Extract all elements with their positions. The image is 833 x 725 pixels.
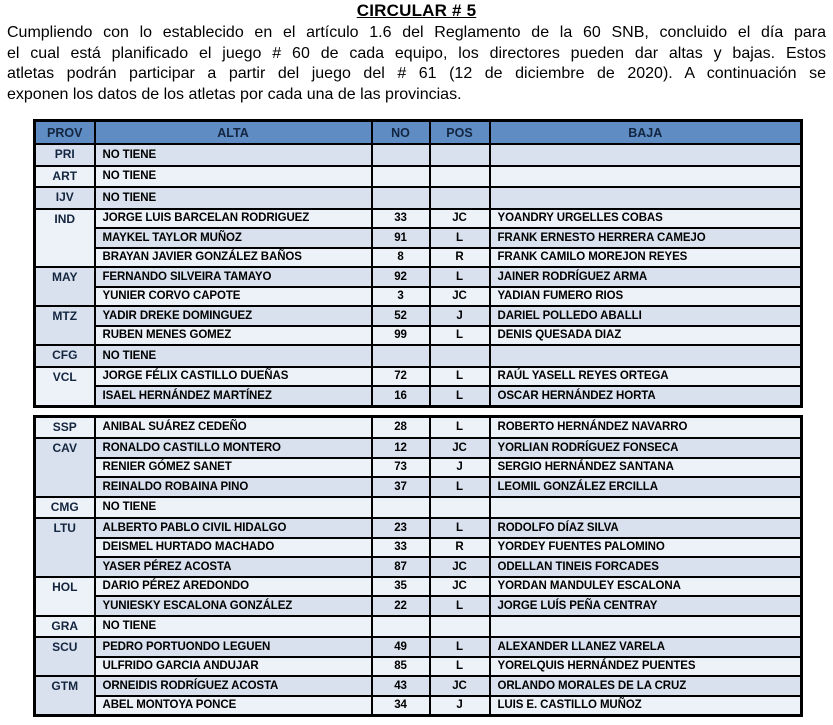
table-row	[35, 209, 802, 229]
baja-cell: DARIEL POLLEDO ABALLI	[490, 306, 802, 326]
baja-cell	[490, 166, 802, 188]
table-row	[35, 696, 802, 716]
table-row	[35, 616, 802, 638]
pos-cell: L	[430, 518, 490, 538]
no-cell: 73	[372, 458, 430, 478]
no-cell: 23	[372, 518, 430, 538]
no-cell: 28	[372, 416, 430, 438]
roster-table-block-2	[33, 415, 803, 718]
baja-cell	[490, 187, 802, 209]
alta-cell: BRAYAN JAVIER GONZÁLEZ BAÑOS	[95, 248, 372, 268]
alta-cell: RUBEN MENES GOMEZ	[95, 326, 372, 346]
no-cell	[372, 166, 430, 188]
prov-cell-hol: HOL	[35, 577, 95, 616]
table-row	[35, 416, 802, 438]
baja-cell: OSCAR HERNÁNDEZ HORTA	[490, 386, 802, 406]
pos-cell: L	[430, 596, 490, 616]
intro-line: exponen los datos de los atletas por cada una de las provincias.	[7, 85, 462, 103]
baja-cell: JORGE LUÍS PEÑA CENTRAY	[490, 596, 802, 616]
prov-cell-cfg: CFG	[35, 345, 95, 367]
pos-cell: J	[430, 306, 490, 326]
pos-cell: L	[430, 367, 490, 387]
page-title: CIRCULAR # 5	[356, 1, 477, 20]
table-row	[35, 538, 802, 558]
prov-cell-gtm: GTM	[35, 676, 95, 716]
prov-cell-art: ART	[35, 166, 95, 188]
alta-cell: ORNEIDIS RODRÍGUEZ ACOSTA	[95, 676, 372, 696]
pos-cell: JC	[430, 676, 490, 696]
prov-cell-cmg: CMG	[35, 497, 95, 519]
prov-cell-ssp: SSP	[35, 416, 95, 438]
pos-cell	[430, 166, 490, 188]
pos-cell	[430, 345, 490, 367]
pos-cell: L	[430, 657, 490, 677]
no-cell: 8	[372, 248, 430, 268]
alta-cell: NO TIENE	[95, 187, 372, 209]
no-cell: 35	[372, 577, 430, 597]
alta-cell: JORGE LUIS BARCELAN RODRIGUEZ	[95, 209, 372, 229]
no-cell	[372, 345, 430, 367]
no-cell	[372, 616, 430, 638]
pos-cell: L	[430, 326, 490, 346]
table-row	[35, 306, 802, 326]
pos-cell: JC	[430, 209, 490, 229]
baja-cell: YOANDRY URGELLES COBAS	[490, 209, 802, 229]
alta-cell: NO TIENE	[95, 345, 372, 367]
no-cell: 72	[372, 367, 430, 387]
no-cell: 3	[372, 287, 430, 307]
no-cell: 37	[372, 477, 430, 497]
baja-cell	[490, 616, 802, 638]
prov-cell-ltu: LTU	[35, 518, 95, 577]
header-cell-prov: PROV	[35, 121, 95, 145]
header-cell-no: NO	[372, 121, 430, 145]
table-area	[33, 119, 826, 717]
baja-cell: YORDAN MANDULEY ESCALONA	[490, 577, 802, 597]
pos-cell: JC	[430, 287, 490, 307]
baja-cell: LUIS E. CASTILLO MUÑOZ	[490, 696, 802, 716]
alta-cell: YUNIESKY ESCALONA GONZÁLEZ	[95, 596, 372, 616]
pos-cell	[430, 497, 490, 519]
prov-cell-may: MAY	[35, 267, 95, 306]
no-cell: 91	[372, 228, 430, 248]
intro-paragraph	[7, 23, 826, 105]
no-cell: 12	[372, 438, 430, 458]
header-cell-baja: BAJA	[490, 121, 802, 145]
baja-cell: ODELLAN TINEIS FORCADES	[490, 557, 802, 577]
table-row	[35, 144, 802, 166]
table-row	[35, 557, 802, 577]
baja-cell: FRANK ERNESTO HERRERA CAMEJO	[490, 228, 802, 248]
baja-cell: DENIS QUESADA DIAZ	[490, 326, 802, 346]
prov-cell-vcl: VCL	[35, 367, 95, 407]
table-row	[35, 477, 802, 497]
pos-cell	[430, 187, 490, 209]
no-cell: 87	[372, 557, 430, 577]
table-row	[35, 497, 802, 519]
table-row	[35, 596, 802, 616]
pos-cell: L	[430, 637, 490, 657]
baja-cell	[490, 144, 802, 166]
table-row	[35, 458, 802, 478]
table-row	[35, 345, 802, 367]
alta-cell: NO TIENE	[95, 616, 372, 638]
alta-cell: ALBERTO PABLO CIVIL HIDALGO	[95, 518, 372, 538]
baja-cell	[490, 345, 802, 367]
pos-cell: J	[430, 696, 490, 716]
table-row	[35, 577, 802, 597]
table-row	[35, 676, 802, 696]
table-header-row	[35, 121, 802, 145]
prov-cell-mtz: MTZ	[35, 306, 95, 345]
alta-cell: YUNIER CORVO CAPOTE	[95, 287, 372, 307]
no-cell: 85	[372, 657, 430, 677]
alta-cell: DEISMEL HURTADO MACHADO	[95, 538, 372, 558]
prov-cell-ijv: IJV	[35, 187, 95, 209]
prov-cell-cav: CAV	[35, 438, 95, 497]
alta-cell: ULFRIDO GARCIA ANDUJAR	[95, 657, 372, 677]
table-row	[35, 228, 802, 248]
table-row	[35, 187, 802, 209]
intro-line: el cual está planificado el juego # 60 de cada equipo, los directores pueden dar altas y bajas. Estos	[7, 44, 826, 62]
no-cell: 16	[372, 386, 430, 406]
header-cell-alta: ALTA	[95, 121, 372, 145]
no-cell	[372, 144, 430, 166]
baja-cell: ROBERTO HERNÁNDEZ NAVARRO	[490, 416, 802, 438]
no-cell: 22	[372, 596, 430, 616]
pos-cell: J	[430, 458, 490, 478]
baja-cell	[490, 497, 802, 519]
pos-cell: JC	[430, 438, 490, 458]
intro-line: atletas podrán participar a partir del juego del # 61 (12 de diciembre de 2020). A continuación se	[7, 65, 826, 82]
no-cell: 43	[372, 676, 430, 696]
alta-cell: REINALDO ROBAINA PINO	[95, 477, 372, 497]
intro-line: Cumpliendo con lo establecido en el artículo 1.6 del Reglamento de la 60 SNB, concluido el día para	[7, 24, 826, 41]
no-cell: 34	[372, 696, 430, 716]
prov-cell-gra: GRA	[35, 616, 95, 638]
baja-cell: LEOMIL GONZÁLEZ ERCILLA	[490, 477, 802, 497]
table-row	[35, 637, 802, 657]
alta-cell: YASER PÉREZ ACOSTA	[95, 557, 372, 577]
no-cell: 99	[372, 326, 430, 346]
table-row	[35, 267, 802, 287]
baja-cell: SERGIO HERNÁNDEZ SANTANA	[490, 458, 802, 478]
no-cell: 33	[372, 209, 430, 229]
alta-cell: RENIER GÓMEZ SANET	[95, 458, 372, 478]
pos-cell	[430, 616, 490, 638]
prov-cell-pri: PRI	[35, 144, 95, 166]
baja-cell: ALEXANDER LLANEZ VARELA	[490, 637, 802, 657]
alta-cell: ISAEL HERNÁNDEZ MARTÍNEZ	[95, 386, 372, 406]
pos-cell: JC	[430, 577, 490, 597]
pos-cell: L	[430, 477, 490, 497]
baja-cell: YADIAN FUMERO RIOS	[490, 287, 802, 307]
table-row	[35, 166, 802, 188]
pos-cell: L	[430, 267, 490, 287]
alta-cell: DARIO PÉREZ AREDONDO	[95, 577, 372, 597]
pos-cell: R	[430, 538, 490, 558]
no-cell: 49	[372, 637, 430, 657]
baja-cell: YORELQUIS HERNÁNDEZ PUENTES	[490, 657, 802, 677]
pos-cell: L	[430, 416, 490, 438]
table-row	[35, 326, 802, 346]
table-row	[35, 386, 802, 406]
pos-cell: JC	[430, 557, 490, 577]
alta-cell: JORGE FÉLIX CASTILLO DUEÑAS	[95, 367, 372, 387]
baja-cell: JAINER RODRÍGUEZ ARMA	[490, 267, 802, 287]
prov-cell-scu: SCU	[35, 637, 95, 676]
pos-cell: L	[430, 386, 490, 406]
no-cell	[372, 497, 430, 519]
alta-cell: NO TIENE	[95, 497, 372, 519]
alta-cell: ANIBAL SUÁREZ CEDEÑO	[95, 416, 372, 438]
pos-cell: R	[430, 248, 490, 268]
pos-cell	[430, 144, 490, 166]
roster-table-block-1	[33, 119, 803, 408]
table-row	[35, 248, 802, 268]
alta-cell: NO TIENE	[95, 144, 372, 166]
no-cell: 52	[372, 306, 430, 326]
alta-cell: FERNANDO SILVEIRA TAMAYO	[95, 267, 372, 287]
no-cell: 92	[372, 267, 430, 287]
baja-cell: FRANK CAMILO MOREJON REYES	[490, 248, 802, 268]
baja-cell: ORLANDO MORALES DE LA CRUZ	[490, 676, 802, 696]
baja-cell: RODOLFO DÍAZ SILVA	[490, 518, 802, 538]
table-row	[35, 438, 802, 458]
alta-cell: ABEL MONTOYA PONCE	[95, 696, 372, 716]
alta-cell: PEDRO PORTUONDO LEGUEN	[95, 637, 372, 657]
header-cell-pos: POS	[430, 121, 490, 145]
table-row	[35, 367, 802, 387]
alta-cell: NO TIENE	[95, 166, 372, 188]
baja-cell: YORLIAN RODRÍGUEZ FONSECA	[490, 438, 802, 458]
no-cell	[372, 187, 430, 209]
table-row	[35, 518, 802, 538]
alta-cell: RONALDO CASTILLO MONTERO	[95, 438, 372, 458]
table-row	[35, 657, 802, 677]
baja-cell: YORDEY FUENTES PALOMINO	[490, 538, 802, 558]
baja-cell: RAÚL YASELL REYES ORTEGA	[490, 367, 802, 387]
no-cell: 33	[372, 538, 430, 558]
alta-cell: MAYKEL TAYLOR MUÑOZ	[95, 228, 372, 248]
prov-cell-ind: IND	[35, 209, 95, 268]
table-row	[35, 287, 802, 307]
pos-cell: L	[430, 228, 490, 248]
alta-cell: YADIR DREKE DOMINGUEZ	[95, 306, 372, 326]
